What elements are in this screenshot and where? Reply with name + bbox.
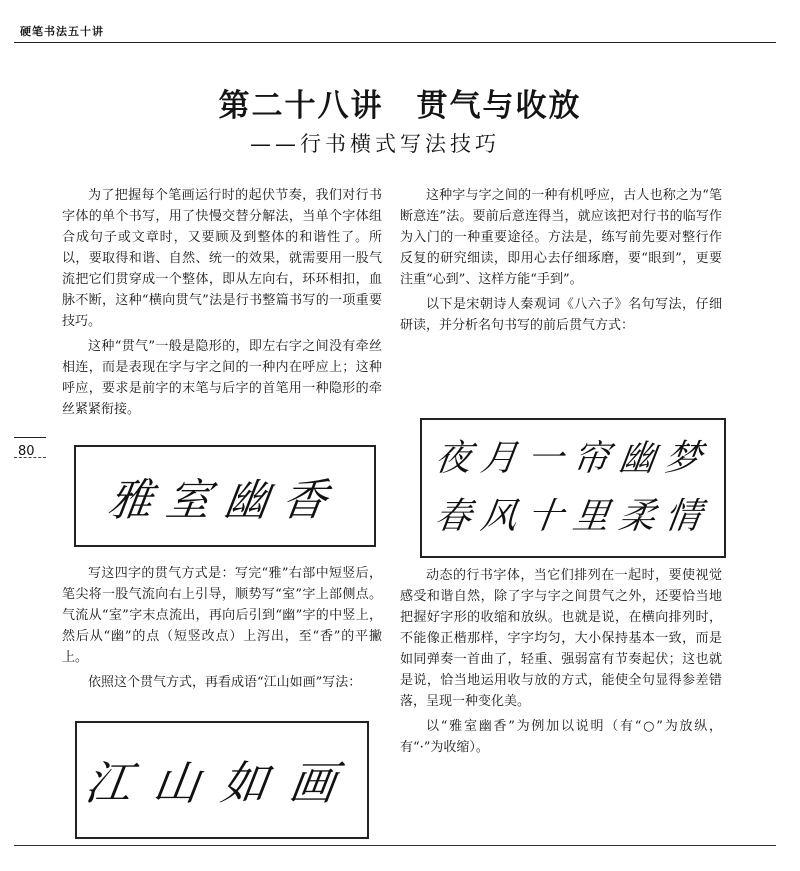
calligraphy-example-qinguan-poem <box>420 418 726 558</box>
running-header: 硬笔书法五十讲 <box>20 25 104 38</box>
paragraph: 以下是宋朝诗人秦观词《八六子》名句写法，仔细研读，并分析名句书写的前后贯气方式： <box>400 297 722 333</box>
paragraph: 写这四字的贯气方式是：写完“雅”右部中短竖后，笔尖将一股气流向右上引导，顺势写“室”字上部侧点。气流从“室”字末点流出，再向后引到“幽”字的中竖上，然后从“幽”的点（短竖改点）上泻出，至“香”的平撇上。 <box>62 566 382 665</box>
calligraphy-example-yashiyouxiang <box>74 445 376 547</box>
page-number: 80 <box>18 444 35 459</box>
paragraph: 这种字与字之间的一种有机呼应，古人也称之为“笔断意连”法。要前后意连得当，就应该把对行书的临写作为入门的一种重要途径。方法是，练写前先要对整行作反复的研究细读，即用心去仔细琢磨，要“眼到”，更要注重“心到”、这样方能“手到”。 <box>400 188 722 287</box>
header-rule <box>14 42 776 43</box>
page-marker-rule <box>14 437 46 438</box>
paragraph: 依照这个贯气方式，再看成语“江山如画”写法： <box>88 675 362 690</box>
calligraphy-text: 雅室幽香 <box>104 475 344 526</box>
page-subtitle: ——行书横式写法技巧 <box>250 132 500 156</box>
paragraph: 为了把握每个笔画运行时的起伏节奏，我们对行书字体的单个书写，用了快慢交替分解法，当单个字体组合成句子或文章时，又要顾及到整体的和谐性了。所以，要取得和谐、自然、统一的效果，就需要用一股气流把它们贯穿成一个整体，即从左向右，环环相扣，血脉不断，这种“横向贯气”法是行书整篇书写的一项重要技巧。 <box>62 188 382 329</box>
left-column-middle <box>62 563 382 697</box>
paragraph: 动态的行书字体，当它们排列在一起时，要使视觉感受和谐自然，除了字与字之间贯气之外，还要恰当地把握好字形的收缩和放纵。也就是说，在横向排列时，不能像正楷那样，字字均匀，大小保持基本一致，而是如同弹奏一首曲了，轻重、强弱富有节奏起伏；这也就是说，恰当地运用收与放的方式，能使全句显得参差错落，呈现一种变化美。 <box>400 568 722 709</box>
paragraph: 以“雅室幽香”为例加以说明（有“○”为放纵，有“·”为收缩）。 <box>400 719 722 755</box>
paragraph: 这种“贯气”一般是隐形的，即左右字之间没有牵丝相连，而是表现在字与字之间的一种内在呼应上；这种呼应，要求是前字的末笔与后字的首笔用一种隐形的牵丝紧紧衔接。 <box>62 339 382 417</box>
page-title: 第二十八讲 贯气与收放 <box>218 88 582 124</box>
left-column-top <box>62 185 382 424</box>
right-column-top <box>400 185 722 340</box>
right-column-bottom <box>400 565 722 762</box>
page-marker-rule <box>14 457 46 458</box>
calligraphy-example-jiangshanruhua <box>75 721 369 839</box>
calligraphy-text: 江山如画 <box>81 756 362 810</box>
calligraphy-line: 春风十里柔情 <box>432 496 714 537</box>
calligraphy-line: 夜月一帘幽梦 <box>432 438 714 479</box>
footer-rule <box>14 845 776 846</box>
